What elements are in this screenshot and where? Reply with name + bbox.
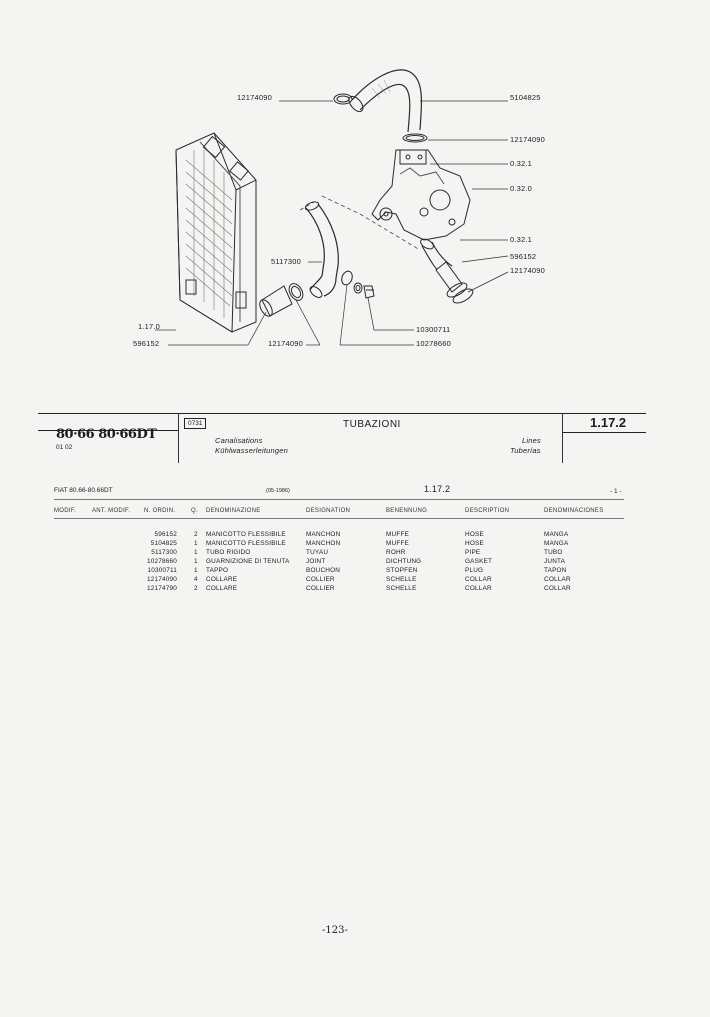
cell-denominaciones: TUBO	[544, 549, 563, 556]
header-divider-left	[178, 413, 179, 463]
cell-q: 1	[194, 567, 198, 574]
section-title: TUBAZIONI	[343, 419, 401, 430]
cell-description: PIPE	[465, 549, 481, 556]
upper-hose-drawing	[346, 70, 421, 132]
cell-benennung: ROHR	[386, 549, 406, 556]
cell-q: 1	[194, 549, 198, 556]
title-german: Kühlwasserleitungen	[215, 446, 289, 455]
diagram-drawing	[0, 0, 710, 400]
cell-benennung: DICHTUNG	[386, 558, 422, 565]
callout-r1: 12174090	[510, 135, 545, 144]
cell-q: 1	[194, 540, 198, 547]
title-spanish: Tuberías	[510, 446, 541, 455]
cell-benennung: MUFFE	[386, 540, 410, 547]
table-row	[0, 531, 710, 540]
cell-designation: TUYAU	[306, 549, 329, 556]
model-variant: 01 02	[56, 444, 73, 451]
callout-left1: 1.17.0	[138, 322, 161, 331]
cell-description: PLUG	[465, 567, 484, 574]
cell-denominazione: TUBO RIGIDO	[206, 549, 251, 556]
cell-denominaciones: COLLAR	[544, 585, 571, 592]
cell-denominazione: COLLARE	[206, 576, 238, 583]
callout-r3: 0.32.0	[510, 184, 533, 193]
water-pump-drawing	[372, 150, 470, 240]
table-model-line: FIAT 80.66-80.66DT	[54, 487, 113, 494]
table-row	[0, 576, 710, 585]
col-denominaciones: DENOMINACIONES	[544, 508, 604, 514]
cell-n-ordin: 596152	[154, 531, 177, 538]
cell-description: GASKET	[465, 558, 493, 565]
cell-q: 4	[194, 576, 198, 583]
table-row	[0, 549, 710, 558]
cell-designation: MANCHON	[306, 540, 341, 547]
cell-n-ordin: 12174790	[146, 585, 177, 592]
callout-r4: 0.32.1	[510, 235, 533, 244]
callout-bottom1: 12174090	[268, 339, 303, 348]
table-row	[0, 567, 710, 576]
cell-n-ordin: 10300711	[147, 567, 177, 574]
cell-denominaciones: COLLAR	[544, 576, 571, 583]
cell-denominaciones: TAPON	[544, 567, 567, 574]
table-top-rule	[54, 499, 624, 500]
cell-denominazione: TAPPO	[206, 567, 229, 574]
callout-bottom2: 10300711	[416, 325, 451, 334]
col-benennung: BENENNUNG	[386, 508, 428, 514]
cell-denominazione: COLLARE	[206, 585, 238, 592]
cell-denominazione: GUARNIZIONE DI TENUTA	[206, 558, 290, 565]
cell-n-ordin: 5104825	[150, 540, 177, 547]
callout-mid: 5117300	[271, 257, 302, 266]
table-section: 1.17.2	[424, 484, 451, 494]
col-n-ordin: N. ORDIN.	[144, 508, 176, 514]
table-row	[0, 558, 710, 567]
cell-description: HOSE	[465, 540, 484, 547]
callout-top-right: 5104825	[510, 93, 541, 102]
col-ant-modif: ANT. MODIF.	[92, 508, 131, 514]
cell-designation: MANCHON	[306, 531, 341, 538]
col-modif: MODIF.	[54, 508, 77, 514]
table-row	[0, 585, 710, 594]
cell-n-ordin: 12174090	[146, 576, 177, 583]
table-page: - 1 -	[610, 488, 622, 495]
cell-description: HOSE	[465, 531, 484, 538]
cell-n-ordin: 10278660	[146, 558, 177, 565]
cell-denominaciones: MANGA	[544, 540, 569, 547]
callout-top-left: 12174090	[237, 93, 272, 102]
exploded-parts-diagram	[0, 0, 710, 400]
header-top-rule	[38, 413, 646, 414]
cell-denominazione: MANICOTTO FLESSIBILE	[206, 540, 286, 547]
cell-denominaciones: JUNTA	[544, 558, 566, 565]
cell-denominaciones: MANGA	[544, 531, 569, 538]
page-number: -123-	[322, 925, 348, 936]
cell-q: 1	[194, 558, 198, 565]
callout-r5: 596152	[510, 252, 537, 261]
title-french: Canalisations	[215, 436, 263, 445]
callout-r2: 0.32.1	[510, 159, 533, 168]
col-denominazione: DENOMINAZIONE	[206, 508, 261, 514]
cell-description: COLLAR	[465, 585, 492, 592]
cell-designation: BOUCHON	[306, 567, 341, 574]
callout-r6: 12174090	[510, 266, 545, 275]
table-date: (05-1986)	[266, 488, 290, 494]
cell-denominazione: MANICOTTO FLESSIBILE	[206, 531, 286, 538]
rigid-tube-drawing	[304, 200, 338, 299]
cell-benennung: SCHELLE	[386, 576, 417, 583]
cell-benennung: MUFFE	[386, 531, 410, 538]
cell-designation: JOINT	[306, 558, 326, 565]
cell-designation: COLLIER	[306, 576, 335, 583]
cell-q: 2	[194, 531, 198, 538]
col-designation: DESIGNATION	[306, 508, 351, 514]
table-row	[0, 540, 710, 549]
cell-benennung: SCHELLE	[386, 585, 417, 592]
header-divider-right	[562, 413, 563, 463]
cell-designation: COLLIER	[306, 585, 335, 592]
callout-bottom3: 10278660	[416, 339, 451, 348]
cell-description: COLLAR	[465, 576, 492, 583]
cell-n-ordin: 5117300	[151, 549, 177, 556]
title-english: Lines	[522, 436, 541, 445]
radiator-drawing	[176, 133, 256, 332]
group-code: 0731	[184, 418, 206, 429]
cell-benennung: STOPFEN	[386, 567, 418, 574]
model-name: 80·66 80·66DT	[56, 427, 157, 442]
header-section-rule	[562, 432, 646, 433]
callout-left2: 596152	[133, 339, 160, 348]
col-q: Q.	[191, 508, 198, 514]
section-number: 1.17.2	[590, 415, 627, 430]
col-description: DESCRIPTION	[465, 508, 510, 514]
cell-q: 2	[194, 585, 198, 592]
table-header-rule	[54, 518, 624, 519]
